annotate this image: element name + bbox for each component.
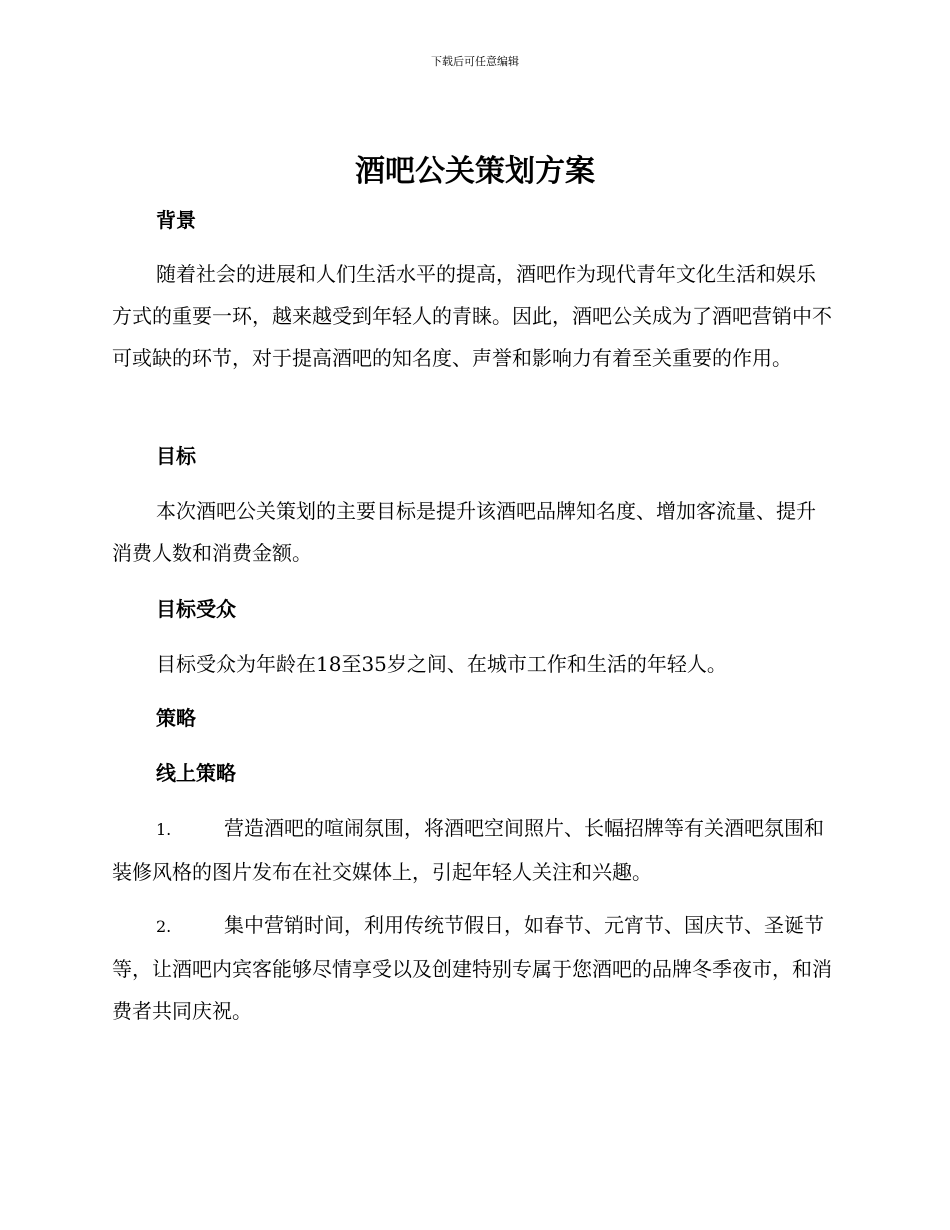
section-heading-goal: 目标 — [156, 444, 196, 468]
list-item-number: 2. — [156, 917, 172, 936]
list-item — [112, 807, 832, 893]
section-heading-background: 背景 — [156, 208, 196, 232]
page-header-note: 下载后可任意编辑 — [431, 55, 519, 68]
list-item — [112, 904, 832, 1032]
paragraph-audience: 目标受众为年龄在18至35岁之间、在城市工作和生活的年轻人。 — [156, 652, 727, 676]
paragraph-background: 随着社会的进展和人们生活水平的提高，酒吧作为现代青年文化生活和娱乐方式的重要一环，越来越受到年轻人的青睐。因此，酒吧公关成为了酒吧营销中不可或缺的环节，对于提高酒吧的知名度、声誉和影响力有着至关重要的作用。 — [112, 262, 832, 370]
subsection-heading-online-strategy: 线上策略 — [156, 761, 236, 785]
paragraph-goal: 本次酒吧公关策划的主要目标是提升该酒吧品牌知名度、增加客流量、提升消费人数和消费金额。 — [112, 499, 816, 565]
list-item-text: 集中营销时间，利用传统节假日，如春节、元宵节、国庆节、圣诞节等，让酒吧内宾客能够尽情享受以及创建特别专属于您酒吧的品牌冬季夜市，和消费者共同庆祝。 — [112, 913, 832, 1023]
section-heading-strategy: 策略 — [156, 706, 196, 730]
list-item-number: 1. — [156, 820, 172, 839]
section-heading-audience: 目标受众 — [156, 597, 236, 621]
list-item-text: 营造酒吧的喧闹氛围，将酒吧空间照片、长幅招牌等有关酒吧氛围和装修风格的图片发布在社交媒体上，引起年轻人关注和兴趣。 — [112, 816, 824, 884]
document-title: 酒吧公关策划方案 — [355, 154, 595, 189]
